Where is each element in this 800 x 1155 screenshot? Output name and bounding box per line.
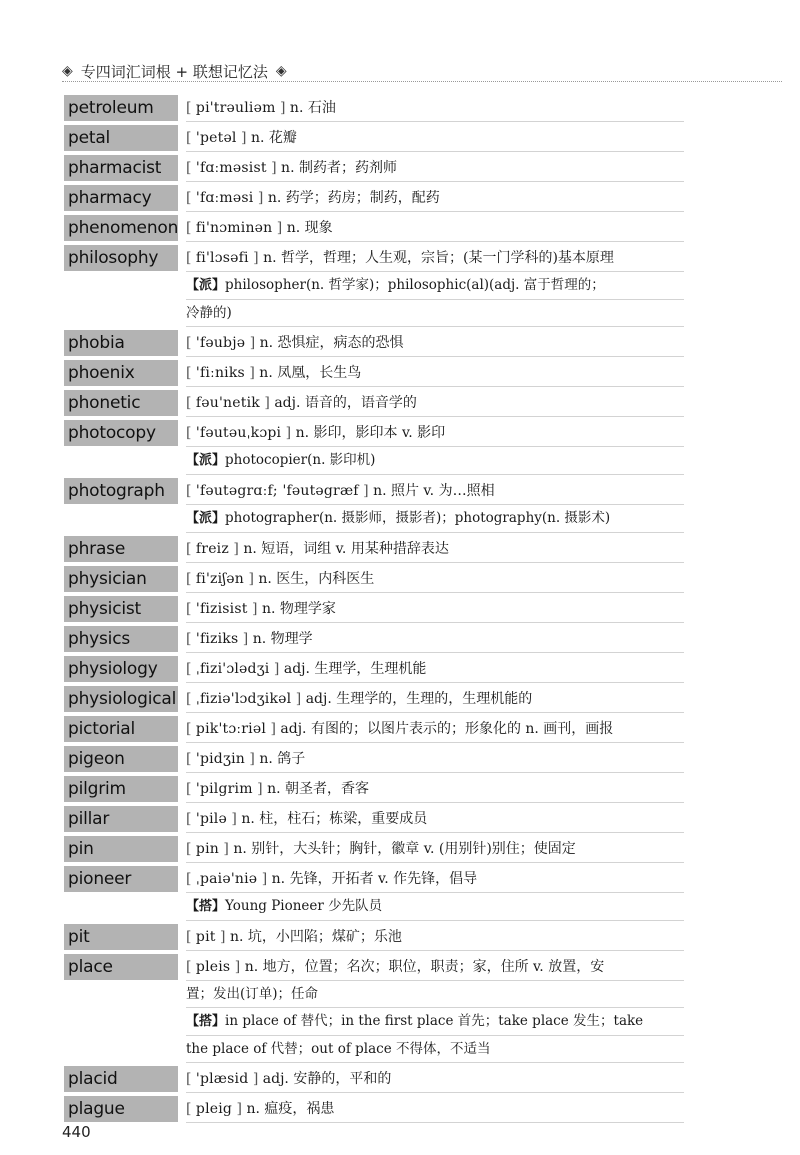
phonetic: fi'ziʃən	[195, 571, 244, 587]
bracket-close: ]	[245, 335, 260, 351]
headword: pharmacist	[64, 155, 178, 181]
definition-text: n. 影印，影印本 v. 影印	[295, 425, 446, 441]
headword: pit	[64, 924, 178, 950]
bracket-close: ]	[358, 483, 374, 499]
word-entry	[64, 954, 684, 1063]
definition-line	[186, 245, 684, 272]
bracket-open: [	[186, 571, 196, 587]
phonetic: 'pidʒin	[195, 751, 245, 767]
definition-line	[186, 981, 684, 1008]
definition-line	[186, 330, 684, 357]
bracket-open: [	[186, 959, 196, 975]
header-title: 专四词汇词根 + 联想记忆法	[80, 62, 268, 81]
definition-block	[178, 656, 684, 683]
bracket-close: ]	[244, 571, 259, 587]
word-entry	[64, 478, 684, 533]
phonetic: 'petəl	[195, 130, 237, 146]
definition-line	[186, 420, 684, 447]
definition-text: adj. 有图的；以图片表示的；形象化的 n. 画刊，画报	[280, 721, 614, 737]
section-tag: 【搭】	[186, 899, 226, 914]
word-entry	[64, 360, 684, 387]
definition-text: in place of 替代；in the first place 首先；take place 发生；take	[225, 1013, 644, 1029]
bracket-close: ]	[215, 929, 230, 945]
definition-text: n. 制药者；药剂师	[281, 160, 397, 176]
headword: phoenix	[64, 360, 178, 386]
definition-line	[186, 1096, 684, 1123]
definition-line	[186, 447, 684, 475]
definition-line	[186, 185, 684, 212]
definition-text: n. 短语，词组 v. 用某种措辞表达	[243, 541, 449, 557]
definition-text: philosopher(n. 哲学家)；philosophic(al)(adj. 富于哲理的；	[225, 277, 605, 293]
bracket-open: [	[186, 1101, 196, 1117]
definition-text: adj. 安静的，平和的	[262, 1071, 392, 1087]
definition-line	[186, 746, 684, 773]
section-tag: 【搭】	[186, 1014, 226, 1029]
definition-block	[178, 866, 684, 921]
headword: pioneer	[64, 866, 178, 892]
bracket-open: [	[186, 130, 196, 146]
headword: plague	[64, 1096, 178, 1122]
headword: pictorial	[64, 716, 178, 742]
phonetic: ˌfizi'ɔlədʒi	[195, 661, 270, 677]
phonetic: freiz	[195, 541, 229, 557]
word-entry	[64, 924, 684, 951]
headword: physicist	[64, 596, 178, 622]
bracket-close: ]	[281, 425, 296, 441]
definition-text: n. 物理学	[252, 631, 313, 647]
definition-block	[178, 245, 684, 327]
word-entry	[64, 390, 684, 417]
definition-block	[178, 125, 684, 152]
bracket-close: ]	[232, 1101, 247, 1117]
definition-text: n. 别针，大头针；胸针，徽章 v. (用别针)别住；使固定	[233, 841, 576, 857]
phonetic: 'fəutəgrɑːf; 'fəutəgræf	[195, 483, 359, 499]
definition-line	[186, 215, 684, 242]
headword: pin	[64, 836, 178, 862]
definition-text: n. 瘟疫，祸患	[246, 1101, 335, 1117]
definition-block	[178, 954, 684, 1063]
bracket-close: ]	[238, 631, 253, 647]
definition-text: n. 花瓣	[250, 130, 297, 146]
word-entry	[64, 1096, 684, 1123]
bracket-open: [	[186, 483, 196, 499]
definition-text: n. 坑，小凹陷；煤矿；乐池	[229, 929, 402, 945]
bracket-close: ]	[272, 220, 287, 236]
definition-block	[178, 215, 684, 242]
definition-line	[186, 536, 684, 563]
headword: physician	[64, 566, 178, 592]
headword: photocopy	[64, 420, 178, 446]
definition-line	[186, 924, 684, 951]
definition-block	[178, 360, 684, 387]
bracket-open: [	[186, 220, 196, 236]
bracket-open: [	[186, 250, 196, 266]
word-entry	[64, 215, 684, 242]
bracket-open: [	[186, 541, 196, 557]
bracket-open: [	[186, 871, 196, 887]
word-entry	[64, 806, 684, 833]
definition-line	[186, 505, 684, 533]
definition-block	[178, 746, 684, 773]
definition-block	[178, 478, 684, 533]
headword: phenomenon	[64, 215, 178, 241]
definition-text: photographer(n. 摄影师，摄影者)；photography(n. 摄影术)	[225, 510, 611, 526]
word-entry	[64, 626, 684, 653]
section-tag: 【派】	[186, 278, 226, 293]
entry-list	[64, 95, 684, 1126]
phonetic: 'fəutəuˌkɔpi	[195, 425, 282, 441]
headword: pilgrim	[64, 776, 178, 802]
bracket-close: ]	[226, 811, 242, 827]
definition-line	[186, 716, 684, 743]
definition-line	[186, 656, 684, 683]
bracket-close: ]	[259, 395, 275, 411]
section-tag: 【派】	[186, 511, 226, 526]
definition-block	[178, 924, 684, 951]
phonetic: 'fəubjə	[195, 335, 246, 351]
bracket-close: ]	[218, 841, 234, 857]
bracket-close: ]	[253, 190, 268, 206]
bracket-open: [	[186, 751, 196, 767]
bracket-open: [	[186, 100, 196, 116]
definition-block	[178, 776, 684, 803]
definition-text: n. 现象	[286, 220, 333, 236]
bracket-close: ]	[291, 691, 306, 707]
phonetic: 'pilə	[195, 811, 227, 827]
definition-text: n. 恐惧症，病态的恐惧	[259, 335, 404, 351]
definition-line	[186, 686, 684, 713]
phonetic: pit	[195, 929, 216, 945]
bracket-open: [	[186, 190, 196, 206]
headword: phrase	[64, 536, 178, 562]
definition-text: n. 鸽子	[259, 751, 306, 767]
definition-line	[186, 1036, 684, 1063]
headword: pharmacy	[64, 185, 178, 211]
word-entry	[64, 656, 684, 683]
bracket-open: [	[186, 631, 196, 647]
definition-line	[186, 300, 684, 327]
definition-line	[186, 893, 684, 921]
bracket-open: [	[186, 721, 196, 737]
definition-line	[186, 866, 684, 893]
bracket-close: ]	[275, 100, 290, 116]
headword: phobia	[64, 330, 178, 356]
bracket-close: ]	[236, 130, 251, 146]
phonetic: 'fɑːməsi	[195, 190, 254, 206]
headword: pigeon	[64, 746, 178, 772]
bracket-close: ]	[228, 541, 244, 557]
phonetic: fi'nɔminən	[195, 220, 273, 236]
word-entry	[64, 125, 684, 152]
header-rule	[62, 81, 782, 82]
section-tag: 【派】	[186, 453, 226, 468]
definition-block	[178, 836, 684, 863]
definition-line	[186, 626, 684, 653]
definition-block	[178, 686, 684, 713]
word-entry	[64, 185, 684, 212]
definition-line	[186, 596, 684, 623]
definition-line	[186, 478, 684, 505]
definition-line	[186, 566, 684, 593]
definition-block	[178, 185, 684, 212]
word-entry	[64, 596, 684, 623]
definition-line	[186, 155, 684, 182]
bracket-close: ]	[248, 250, 264, 266]
phonetic: pik'tɔːriəl	[195, 721, 267, 737]
phonetic: pleis	[195, 959, 231, 975]
phonetic: pleig	[195, 1101, 233, 1117]
definition-text: n. 照片 v. 为…照相	[373, 483, 495, 499]
definition-text: n. 石油	[289, 100, 336, 116]
word-entry	[64, 95, 684, 122]
definition-text: n. 地方，位置；名次；职位，职责；家，住所 v. 放置，安	[244, 959, 605, 975]
definition-block	[178, 596, 684, 623]
definition-block	[178, 626, 684, 653]
headword: physiology	[64, 656, 178, 682]
word-entry	[64, 155, 684, 182]
definition-line	[186, 360, 684, 387]
headword: phonetic	[64, 390, 178, 416]
bracket-open: [	[186, 841, 196, 857]
definition-line	[186, 125, 684, 152]
definition-text: n. 药学；药房；制药，配药	[267, 190, 440, 206]
definition-text: adj. 生理学的，生理的，生理机能的	[305, 691, 533, 707]
definition-text: adj. 语音的，语音学的	[274, 395, 417, 411]
headword: physics	[64, 626, 178, 652]
bracket-open: [	[186, 395, 196, 411]
definition-line	[186, 836, 684, 863]
bracket-close: ]	[244, 365, 260, 381]
bracket-close: ]	[248, 1071, 263, 1087]
headword: petroleum	[64, 95, 178, 121]
phonetic: fəu'netik	[195, 395, 260, 411]
phonetic: 'fiziks	[195, 631, 239, 647]
definition-text: n. 先锋，开拓者 v. 作先锋，倡导	[271, 871, 478, 887]
definition-block	[178, 95, 684, 122]
definition-line	[186, 1008, 684, 1036]
bracket-open: [	[186, 781, 196, 797]
headword: pillar	[64, 806, 178, 832]
phonetic: ˌfiziə'lɔdʒikəl	[195, 691, 292, 707]
definition-text: n. 凤凰，长生鸟	[259, 365, 362, 381]
bracket-open: [	[186, 601, 196, 617]
diamond-icon: ◈	[275, 63, 287, 79]
definition-text: n. 哲学，哲理；人生观，宗旨；(某一门学科的)基本原理	[263, 250, 614, 266]
definition-block	[178, 1096, 684, 1123]
phonetic: 'plæsid	[195, 1071, 249, 1087]
phonetic: pin	[195, 841, 219, 857]
word-entry	[64, 420, 684, 475]
word-entry	[64, 776, 684, 803]
headword: photograph	[64, 478, 178, 504]
word-entry	[64, 245, 684, 327]
phonetic: fi'lɔsəfi	[195, 250, 249, 266]
bracket-close: ]	[266, 721, 281, 737]
bracket-open: [	[186, 661, 196, 677]
definition-text: adj. 生理学，生理机能	[283, 661, 427, 677]
definition-text: 冷静的)	[186, 305, 232, 321]
word-entry	[64, 686, 684, 713]
phonetic: 'fizisist	[195, 601, 248, 617]
headword: petal	[64, 125, 178, 151]
bracket-close: ]	[230, 959, 245, 975]
definition-line	[186, 1066, 684, 1093]
phonetic: 'fiːniks	[195, 365, 245, 381]
definition-line	[186, 390, 684, 417]
bracket-open: [	[186, 335, 196, 351]
definition-block	[178, 330, 684, 357]
bracket-open: [	[186, 1071, 196, 1087]
definition-block	[178, 806, 684, 833]
word-entry	[64, 536, 684, 563]
definition-text: n. 朝圣者，香客	[267, 781, 369, 797]
bracket-close: ]	[266, 160, 282, 176]
headword: placid	[64, 1066, 178, 1092]
word-entry	[64, 746, 684, 773]
definition-line	[186, 776, 684, 803]
definition-text: 置；发出(订单)；任命	[186, 986, 319, 1002]
bracket-open: [	[186, 365, 196, 381]
bracket-open: [	[186, 425, 196, 441]
word-entry	[64, 836, 684, 863]
word-entry	[64, 866, 684, 921]
definition-line	[186, 806, 684, 833]
phonetic: 'fɑːməsist	[195, 160, 267, 176]
definition-block	[178, 155, 684, 182]
definition-line	[186, 954, 684, 981]
definition-text: Young Pioneer 少先队员	[225, 898, 383, 914]
headword: physiological	[64, 686, 178, 712]
phonetic: pi'trəuliəm	[195, 100, 276, 116]
bracket-open: [	[186, 160, 196, 176]
definition-line	[186, 95, 684, 122]
word-entry	[64, 330, 684, 357]
bracket-close: ]	[247, 601, 262, 617]
bracket-open: [	[186, 691, 196, 707]
word-entry	[64, 566, 684, 593]
bracket-close: ]	[252, 781, 268, 797]
definition-block	[178, 1066, 684, 1093]
bracket-open: [	[186, 929, 196, 945]
bracket-close: ]	[269, 661, 284, 677]
bracket-close: ]	[244, 751, 260, 767]
definition-block	[178, 566, 684, 593]
headword: philosophy	[64, 245, 178, 271]
definition-text: n. 物理学家	[261, 601, 336, 617]
word-entry	[64, 716, 684, 743]
word-entry	[64, 1066, 684, 1093]
diamond-icon: ◈	[62, 63, 73, 79]
headword: place	[64, 954, 178, 980]
definition-text: n. 医生，内科医生	[258, 571, 375, 587]
definition-block	[178, 716, 684, 743]
definition-block	[178, 536, 684, 563]
phonetic: 'pilgrim	[195, 781, 253, 797]
page-number: 440	[62, 1123, 91, 1141]
definition-block	[178, 390, 684, 417]
definition-block	[178, 420, 684, 475]
phonetic: ˌpaiə'niə	[195, 871, 258, 887]
definition-text: photocopier(n. 影印机)	[225, 452, 376, 468]
definition-line	[186, 272, 684, 300]
bracket-close: ]	[257, 871, 272, 887]
definition-text: n. 柱，柱石；栋梁，重要成员	[241, 811, 428, 827]
definition-text: the place of 代替；out of place 不得体，不适当	[186, 1041, 491, 1057]
bracket-open: [	[186, 811, 196, 827]
